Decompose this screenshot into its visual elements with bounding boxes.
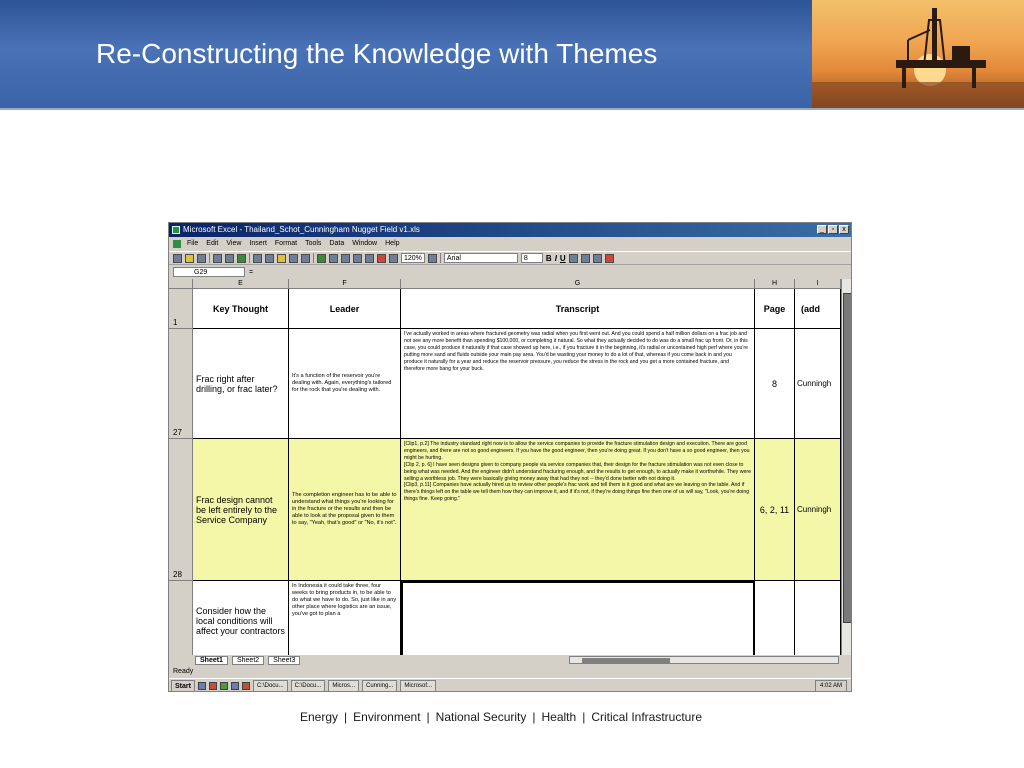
menu-view[interactable]: View <box>226 240 242 247</box>
spelling-icon[interactable] <box>237 254 246 263</box>
underline-button[interactable]: U <box>559 253 566 263</box>
key-thought-cell[interactable]: Frac design cannot be left entirely to the Service Company <box>193 439 289 581</box>
column-header-row <box>169 279 841 289</box>
tab-sheet3[interactable]: Sheet3 <box>268 656 300 665</box>
quicklaunch-icon[interactable] <box>209 682 217 690</box>
paste-icon[interactable] <box>277 254 286 263</box>
horizontal-scroll-thumb[interactable] <box>582 658 670 663</box>
quicklaunch-icon[interactable] <box>242 682 250 690</box>
copy-icon[interactable] <box>265 254 274 263</box>
undo-icon[interactable] <box>289 254 298 263</box>
toolbar-separator <box>313 253 314 263</box>
menu-bar <box>169 238 851 250</box>
horizontal-scrollbar[interactable] <box>569 656 839 664</box>
function-icon[interactable] <box>341 254 350 263</box>
header-leader[interactable]: Leader <box>289 289 401 329</box>
key-thought-cell[interactable]: Frac right after drilling, or frac later? <box>193 329 289 439</box>
font-select[interactable]: Arial <box>444 253 518 263</box>
footer-separator: | <box>344 710 348 724</box>
bold-button[interactable]: B <box>545 253 552 263</box>
toolbar-separator <box>440 253 441 263</box>
key-thought-cell[interactable]: Consider how the local conditions will affect your contractors <box>193 581 289 655</box>
speaker-cell[interactable]: Cunningh <box>795 439 841 581</box>
column-header-g[interactable]: G <box>401 279 755 289</box>
oil-rig-sunset-image <box>812 0 1024 108</box>
footer-item-national-security: National Security <box>435 710 527 724</box>
tab-sheet1[interactable]: Sheet1 <box>195 656 228 665</box>
menu-format[interactable]: Format <box>274 240 298 247</box>
page-cell[interactable]: 8 <box>755 329 795 439</box>
toolbar-separator <box>249 253 250 263</box>
footer-item-critical-infrastructure: Critical Infrastructure <box>591 710 703 724</box>
menu-window[interactable]: Window <box>352 240 378 247</box>
footer-separator: | <box>426 710 430 724</box>
header-transcript[interactable]: Transcript <box>401 289 755 329</box>
leader-cell[interactable]: In Indonesia it could take three, four weeks to bring products in, to be able to do what we have to do. So, just like in any other place where logistics are an issue, you've got to plan a <box>289 581 401 655</box>
menu-file[interactable]: File <box>187 240 199 247</box>
taskbar-window-button[interactable]: Micros... <box>328 680 359 692</box>
font-color-icon[interactable] <box>605 254 614 263</box>
slide-title: Re-Constructing the Knowledge with Themes <box>96 38 658 69</box>
taskbar-window-button[interactable]: C:\Docu... <box>253 680 288 692</box>
taskbar-window-button[interactable]: Cunning... <box>362 680 397 692</box>
header-speaker[interactable]: (add <box>795 289 841 329</box>
quicklaunch-icon[interactable] <box>231 682 239 690</box>
taskbar-window-button[interactable]: Microsof... <box>400 680 436 692</box>
vertical-scrollbar[interactable] <box>841 279 852 655</box>
minimize-button[interactable]: _ <box>817 225 827 234</box>
select-all-corner[interactable] <box>169 279 193 289</box>
status-bar: Ready <box>169 666 851 677</box>
column-header-f[interactable]: F <box>289 279 401 289</box>
sort-descending-icon[interactable] <box>365 254 374 263</box>
menu-insert[interactable]: Insert <box>249 240 267 247</box>
formula-bar <box>169 266 851 278</box>
save-icon[interactable] <box>197 254 206 263</box>
leader-cell[interactable]: It's a function of the reservoir you're dealing with. Again, everything's tailored for the rock that you're dealing with. <box>289 329 401 439</box>
speaker-cell[interactable] <box>795 581 841 655</box>
footer-separator: | <box>532 710 536 724</box>
footer-item-health: Health <box>541 710 577 724</box>
hyperlink-icon[interactable] <box>317 254 326 263</box>
menu-tools[interactable]: Tools <box>305 240 322 247</box>
spreadsheet-grid <box>169 279 841 655</box>
drawing-icon[interactable] <box>389 254 398 263</box>
slide-footer <box>300 710 702 724</box>
font-size-select[interactable]: 8 <box>521 253 543 263</box>
row-header[interactable] <box>169 581 193 655</box>
cut-icon[interactable] <box>253 254 262 263</box>
page-cell[interactable]: 6, 2, 11 <box>755 439 795 581</box>
quicklaunch-icon[interactable] <box>198 682 206 690</box>
taskbar-window-button[interactable]: C:\Docu... <box>291 680 326 692</box>
window-title: Microsoft Excel - Thailand_Schot_Cunningham Nugget Field v1.xls <box>183 225 420 234</box>
help-icon[interactable] <box>428 254 437 263</box>
sort-ascending-icon[interactable] <box>353 254 362 263</box>
align-center-icon[interactable] <box>581 254 590 263</box>
speaker-cell[interactable]: Cunningh <box>795 329 841 439</box>
new-icon[interactable] <box>173 254 182 263</box>
print-preview-icon[interactable] <box>225 254 234 263</box>
column-header-h[interactable]: H <box>755 279 795 289</box>
zoom-select[interactable]: 120% <box>401 253 425 263</box>
tab-sheet2[interactable]: Sheet2 <box>232 656 264 665</box>
leader-cell[interactable]: The completion engineer has to be able to understand what things you're looking for in the fracture or the results and then be able to look at the proposal given to them to say, "Yeah, that's good" or "No, it's not". <box>289 439 401 581</box>
vertical-scroll-thumb[interactable] <box>843 293 852 623</box>
print-icon[interactable] <box>213 254 222 263</box>
menu-help[interactable]: Help <box>385 240 400 247</box>
quicklaunch-icon[interactable] <box>220 682 228 690</box>
transcript-cell[interactable]: [Clip1, p.2] The industry standard right now is to allow the service companies to provide the fracture stimulation design and execution. There are good engineers, and there are not so good engineers. If you have the good engineer, then you're doing great. If you don't have a so good engineer, then you might be hurting. [Clip 2, p. 6] I have seen designs given to company people via service companies that, their design for the fracture stimulation was not even close to being what was needed. And the engineer didn't understand fracturing enough, and the results to get enough, to actually make it worthwhile. They were selling a worthless job. They were basically giving money away that had they not -- they'd done better with not doing it. [Clip3, p.11] Companies have actually hired us to review other people's frac work and tell them is it good and what are we leaving on the table. And if there's things left on the table we tell them how they can improve it, and if it's not, if they're doing things fine then one of us will say, "Look, you're doing things fine. Keep going." <box>401 439 755 581</box>
taskbar-clock: 4:02 AM <box>815 680 847 692</box>
excel-titlebar <box>169 223 851 237</box>
workbook-icon <box>173 240 181 248</box>
chart-wizard-icon[interactable] <box>377 254 386 263</box>
header-key-thought[interactable]: Key Thought <box>193 289 289 329</box>
start-button[interactable]: Start <box>171 680 195 692</box>
autosum-icon[interactable] <box>329 254 338 263</box>
formula-equals: = <box>249 268 254 276</box>
maximize-button[interactable]: ▫ <box>828 225 838 234</box>
name-box[interactable]: G29 <box>173 267 245 277</box>
row-header[interactable] <box>169 329 193 439</box>
row-header[interactable] <box>169 439 193 581</box>
oil-rig-icon <box>812 0 1024 108</box>
redo-icon[interactable] <box>301 254 310 263</box>
row-number: 28 <box>173 570 182 579</box>
menu-edit[interactable]: Edit <box>206 240 219 247</box>
header-page[interactable]: Page <box>755 289 795 329</box>
transcript-cell[interactable]: I've actually worked in areas where fractured geometry was radial when you first went out. And you could spend a half million dollars on a frac job and not see any more benefit than spending $100,000, or completing it natural. So what they actually decided to do was do a small frac up front. Or, in this case, you could produce it naturally if that case showed up here, i.e., if you fracture it in the beginning, it's radial or uncontained high perf where you're putting more sand and fluids outside your main pay area. You'd be wasting your money to do a lot of that, whereas if you come back in and you produce it naturally for a year and reduce the reservoir pressure, you reduce the stress in the rock and you get a more contained fracture, and therefore more bang for your buck. <box>401 329 755 439</box>
align-right-icon[interactable] <box>593 254 602 263</box>
row-header[interactable] <box>169 289 193 329</box>
footer-item-energy: Energy <box>300 710 339 724</box>
footer-item-environment: Environment <box>353 710 421 724</box>
windows-taskbar <box>169 678 851 692</box>
transcript-cell-selected[interactable] <box>401 581 755 655</box>
page-cell[interactable] <box>755 581 795 655</box>
standard-toolbar <box>169 251 851 265</box>
toolbar-separator <box>209 253 210 263</box>
close-button[interactable]: x <box>839 225 849 234</box>
excel-screenshot <box>168 222 852 692</box>
header-banner <box>0 0 1024 110</box>
menu-data[interactable]: Data <box>329 240 345 247</box>
align-left-icon[interactable] <box>569 254 578 263</box>
column-header-i[interactable]: I <box>795 279 841 289</box>
italic-button[interactable]: I <box>554 253 557 263</box>
footer-separator: | <box>582 710 586 724</box>
row-number: 1 <box>173 318 178 327</box>
row-number: 27 <box>173 428 182 437</box>
open-icon[interactable] <box>185 254 194 263</box>
excel-app-icon <box>172 226 180 234</box>
column-header-e[interactable]: E <box>193 279 289 289</box>
